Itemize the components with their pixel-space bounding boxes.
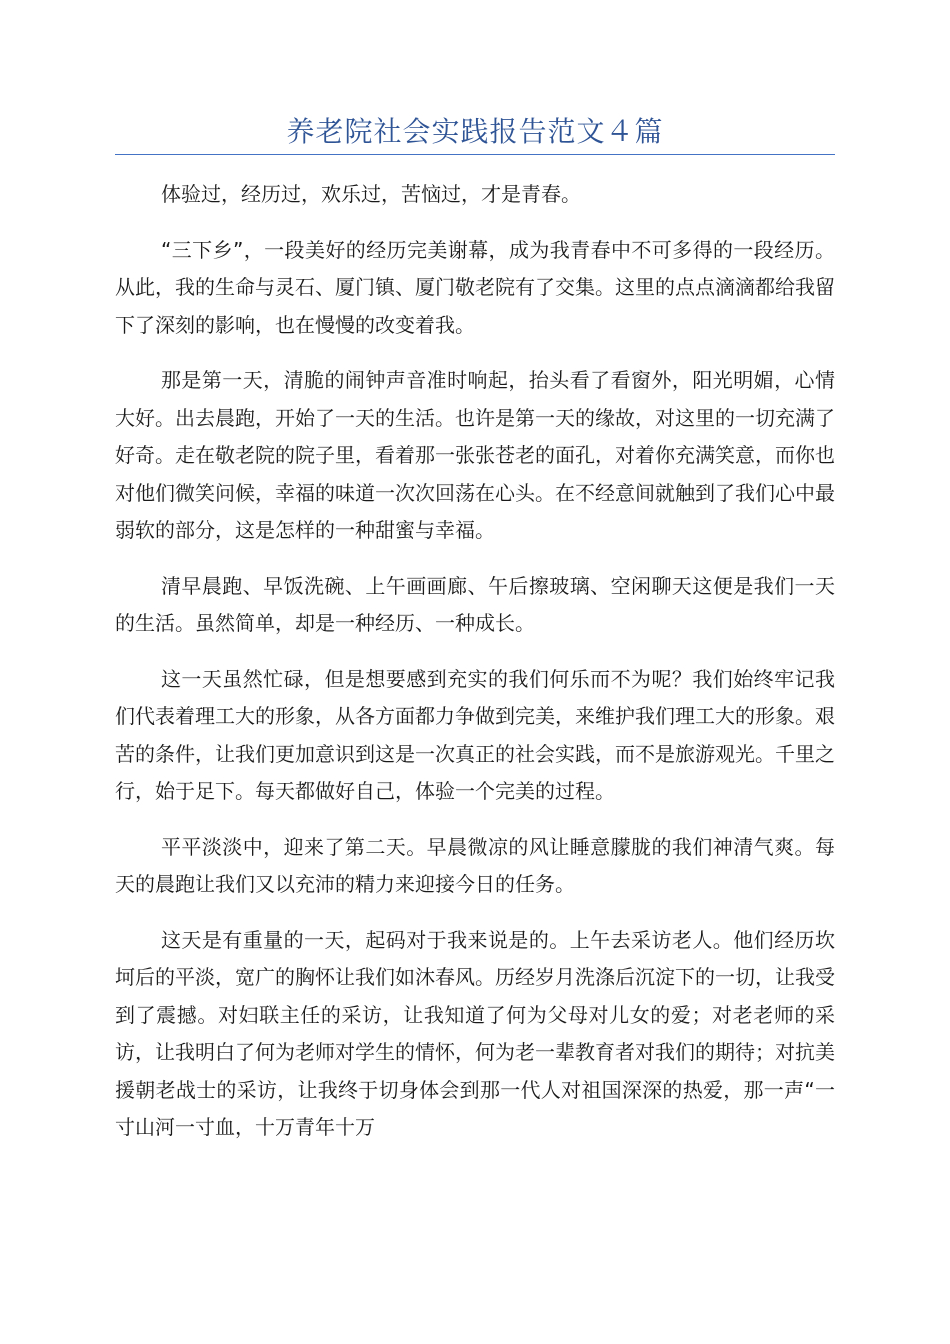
title-underline: [115, 154, 835, 155]
paragraph: 平平淡淡中，迎来了第二天。早晨微凉的风让睡意朦胧的我们神清气爽。每天的晨跑让我们又以充沛的精力来迎接今日的任务。: [115, 834, 835, 896]
document-body: [115, 176, 835, 1165]
paragraph: 体验过，经历过，欢乐过，苦恼过，才是青春。: [161, 182, 581, 206]
paragraph: “三下乡”，一段美好的经历完美谢幕，成为我青春中不可多得的一段经历。从此，我的生命与灵石、厦门镇、厦门敬老院有了交集。这里的点点滴滴都给我留下了深刻的影响，也在慢慢的改变着我。: [115, 237, 835, 337]
paragraph: 清早晨跑、早饭洗碗、上午画画廊、午后擦玻璃、空闲聊天这便是我们一天的生活。虽然简单，却是一种经历、一种成长。: [115, 573, 835, 635]
paragraph: 这一天虽然忙碌，但是想要感到充实的我们何乐而不为呢？我们始终牢记我们代表着理工大的形象，从各方面都力争做到完美，来维护我们理工大的形象。艰苦的条件，让我们更加意识到这是一次真正的社会实践，而不是旅游观光。千里之行，始于足下。每天都做好自己，体验一个完美的过程。: [115, 666, 835, 803]
paragraph: 那是第一天，清脆的闹钟声音准时响起，抬头看了看窗外，阳光明媚，心情大好。出去晨跑，开始了一天的生活。也许是第一天的缘故，对这里的一切充满了好奇。走在敬老院的院子里，看着那一张张苍老的面孔，对着你充满笑意，而你也对他们微笑问候，幸福的味道一次次回荡在心头。在不经意间就触到了我们心中最弱软的部分，这是怎样的一种甜蜜与幸福。: [115, 368, 835, 542]
paragraph: 这天是有重量的一天，起码对于我来说是的。上午去采访老人。他们经历坎坷后的平淡，宽广的胸怀让我们如沐春风。历经岁月洗涤后沉淀下的一切，让我受到了震撼。对妇联主任的采访，让我知道了何为父母对儿女的爱；对老老师的采访，让我明白了何为老师对学生的情怀，何为老一辈教育者对我们的期待；对抗美援朝老战士的采访，让我终于切身体会到那一代人对祖国深深的热爱，那一声“一寸山河一寸血，十万青年十万: [115, 927, 835, 1139]
document-title: 养老院社会实践报告范文４篇: [286, 115, 664, 148]
